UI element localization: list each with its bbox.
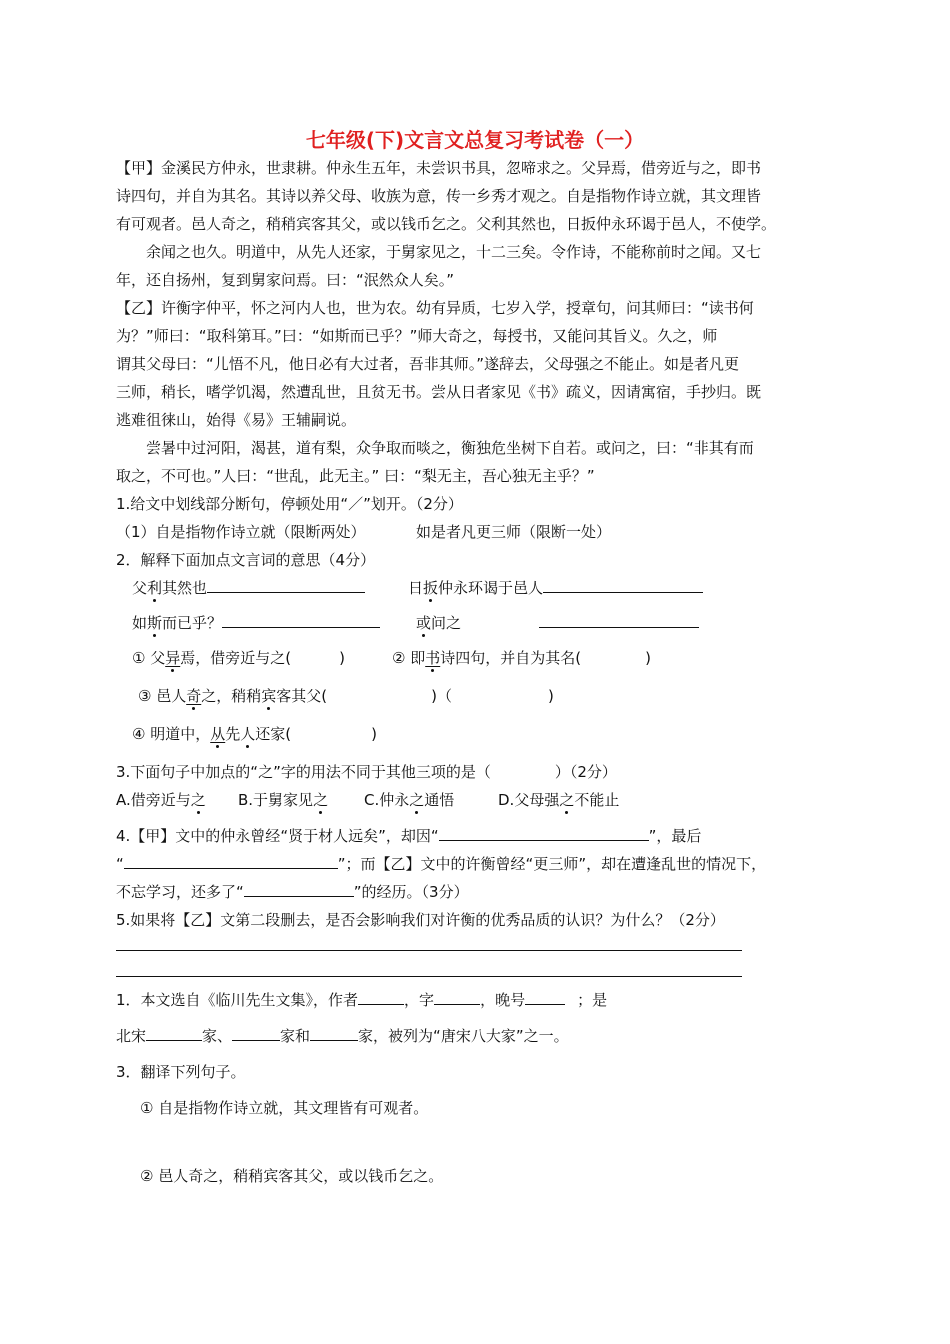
text: ) (645, 649, 651, 667)
question-2-item-c (132, 613, 380, 635)
passage-yi-line: 【乙】许衡字仲平，怀之河内人也，世为农。幼有异质，七岁入学，授章句，问其师曰：“读书何 (116, 299, 754, 317)
text: 4.【甲】文中的仲永曾经“贤于材人远矣”，却因“ (116, 827, 439, 845)
question-3-option-c[interactable] (364, 790, 454, 812)
extra-question-3-stem: 3．翻译下列句子。 (116, 1063, 246, 1081)
dotted-word: 或 (416, 614, 432, 632)
passage-jia-line: 余闻之也久。明道中，从先人还家，于舅家见之，十二三矣。令作诗，不能称前时之闻。又七 (146, 243, 762, 261)
answer-blank[interactable] (543, 578, 703, 593)
question-5-stem: 5.如果将【乙】文第二段删去，是否会影响我们对许衡的优秀品质的认识？为什么？（2分） (116, 911, 725, 929)
text: C.仲永 (364, 791, 410, 809)
text: ，字 (404, 991, 435, 1009)
passage-yi-line: 尝暑中过河阳，渴甚，道有梨，众争取而啖之，衡独危坐树下自若。或问之，曰：“非其有而 (146, 439, 754, 457)
text: 不忘学习，还多了“ (116, 883, 244, 901)
passage-jia-line (116, 186, 761, 208)
question-1-stem: 1.给文中划线部分断句，停顿处用“／”划开。（2分） (116, 495, 463, 513)
text: ) (547, 687, 554, 705)
text: D.父母强 (498, 791, 560, 809)
answer-blank[interactable] (310, 1026, 358, 1041)
question-2-item-a (132, 578, 365, 600)
answer-blank[interactable] (525, 990, 565, 1005)
question-2-item-g (138, 686, 554, 708)
answer-blank[interactable] (439, 826, 649, 841)
dotted-word: 之 (313, 791, 329, 809)
text: 其然也 (162, 579, 208, 597)
passage-yi-line: 三师，稍长，嗜学饥渴，然遭乱世，且贫无书。尝从日者家见《书》疏义，因请寓宿，手抄归。既 (116, 383, 762, 401)
text: 家、 (202, 1027, 233, 1045)
question-1-item-b: 如是者凡更三师（限断一处） (416, 523, 612, 541)
passage-jia-line: 有可观者。邑人奇之，稍稍宾客其父，或以钱币乞之。父利其然也，日扳仲永环谒于邑人，不使学。 (116, 215, 777, 233)
dotted-word: 书 (425, 649, 441, 667)
text: 焉，借旁近与之( (180, 649, 292, 667)
passage-yi-line: 逃难徂徕山，始得《易》王辅嗣说。 (116, 411, 357, 429)
text: ① 父 (132, 649, 166, 667)
text: 问之 (431, 614, 462, 632)
dotted-word: 奇 (186, 687, 202, 705)
text: 1．本文选自《临川先生文集》，作者 (116, 991, 359, 1009)
question-3-option-a[interactable] (116, 790, 206, 812)
passage-yi-line: 为？”师曰：“取科第耳。”曰：“如斯而已乎？”师大奇之，每授书，又能问其旨义。久之，师 (116, 327, 718, 345)
question-4-line-3 (116, 882, 469, 904)
dotted-word: 斯 (147, 614, 163, 632)
answer-blank[interactable] (222, 613, 380, 628)
dotted-word: 之 (409, 791, 425, 809)
dotted-word: 人 (240, 725, 256, 743)
text: ；是 (577, 991, 608, 1009)
text: 通悟 (424, 791, 455, 809)
text: 北宋 (116, 1027, 147, 1045)
extra-question-1-line-2 (116, 1026, 569, 1048)
extra-question-1-line-1 (116, 990, 607, 1012)
dotted-word: 之 (559, 791, 575, 809)
answer-blank[interactable] (146, 1026, 202, 1041)
question-3-option-b[interactable] (238, 790, 328, 812)
question-3-option-d[interactable] (498, 790, 619, 812)
passage-text: 诗四句，并自为其名。其诗以养父母、收族为意，传一乡秀才观之。自是指物作诗立就，其文理皆 (116, 187, 762, 205)
text: ）（2分） (554, 763, 617, 781)
question-4-line-2 (116, 854, 766, 876)
dotted-word: 从 (210, 725, 226, 743)
text: B.于舅家见 (238, 791, 314, 809)
passage-jia-line: 【甲】金溪民方仲永，世隶耕。仲永生五年，未尝识书具，忽啼求之。父异焉，借旁近与之，即书 (116, 159, 762, 177)
answer-blank[interactable] (358, 990, 404, 1005)
text: 不能止 (574, 791, 620, 809)
passage-yi-line: 谓其父母曰：“儿悟不凡，他日必有大过者，吾非其师。”遂辞去，父母强之不能止。如是者凡更 (116, 355, 740, 373)
translation-sentence-1: ① 自是指物作诗立就，其文理皆有可观者。 (140, 1099, 429, 1117)
answer-blank[interactable] (244, 882, 354, 897)
answer-line[interactable] (116, 976, 742, 977)
text: ④ 明道中， (132, 725, 211, 743)
text: ，晚号 (480, 991, 526, 1009)
question-2-item-d (416, 613, 699, 635)
question-1-item-a: （1）自是指物作诗立就（限断两处） (116, 523, 366, 541)
dotted-word: 宾 (261, 687, 277, 705)
answer-blank[interactable] (539, 613, 699, 628)
text: 3.下面句子中加点的“之”字的用法不同于其他三项的是（ (116, 763, 491, 781)
text: ) (371, 725, 377, 743)
text: “ (116, 855, 124, 873)
text: ) (339, 649, 345, 667)
text: )（ (431, 687, 452, 705)
text: 还家( (255, 725, 292, 743)
answer-blank[interactable] (124, 854, 338, 869)
dotted-word: 异 (165, 649, 181, 667)
text: 日 (408, 579, 424, 597)
answer-blank[interactable] (207, 578, 365, 593)
text: 如 (132, 614, 148, 632)
passage-jia-line: 年，还自扬州，复到舅家问焉。曰：“泯然众人矣。” (116, 271, 455, 289)
dotted-word: 之 (190, 791, 206, 809)
question-2-item-h (132, 724, 377, 746)
page-title: 七年级(下)文言文总复习考试卷（一） (305, 128, 645, 152)
answer-blank[interactable] (434, 990, 480, 1005)
text: 客其父( (276, 687, 328, 705)
question-2-item-e (132, 648, 345, 670)
text: 诗四句，并自为其名( (440, 649, 582, 667)
text: 之，稍稍 (201, 687, 262, 705)
text: ② 即 (392, 649, 426, 667)
text: 家，被列为“唐宋八大家”之一。 (358, 1027, 569, 1045)
question-2-item-f (392, 648, 651, 670)
dotted-word: 扳 (423, 579, 439, 597)
question-2-item-b (408, 578, 703, 600)
answer-blank[interactable] (232, 1026, 280, 1041)
text: 父 (132, 579, 148, 597)
passage-yi-line: 取之，不可也。”人曰：“世乱，此无主。” 曰：“梨无主，吾心独无主乎？” (116, 467, 595, 485)
text: 家和 (280, 1027, 311, 1045)
text: ③ 邑人 (138, 687, 187, 705)
question-4-line-1 (116, 826, 701, 848)
text: ”；而【乙】文中的许衡曾经“更三师”，却在遭逢乱世的情况下， (337, 855, 767, 873)
text: ”，最后 (648, 827, 702, 845)
dotted-word: 利 (147, 579, 163, 597)
text: 先 (225, 725, 241, 743)
question-3-stem (116, 762, 617, 784)
text: 仲永环谒于邑人 (438, 579, 544, 597)
answer-line[interactable] (116, 950, 742, 951)
text: A.借旁近与 (116, 791, 191, 809)
translation-sentence-2: ② 邑人奇之，稍稍宾客其父，或以钱币乞之。 (140, 1167, 444, 1185)
question-2-stem: 2．解释下面加点文言词的意思（4分） (116, 551, 376, 569)
text: 而已乎？ (162, 614, 223, 632)
text: ”的经历。（3分） (353, 883, 469, 901)
